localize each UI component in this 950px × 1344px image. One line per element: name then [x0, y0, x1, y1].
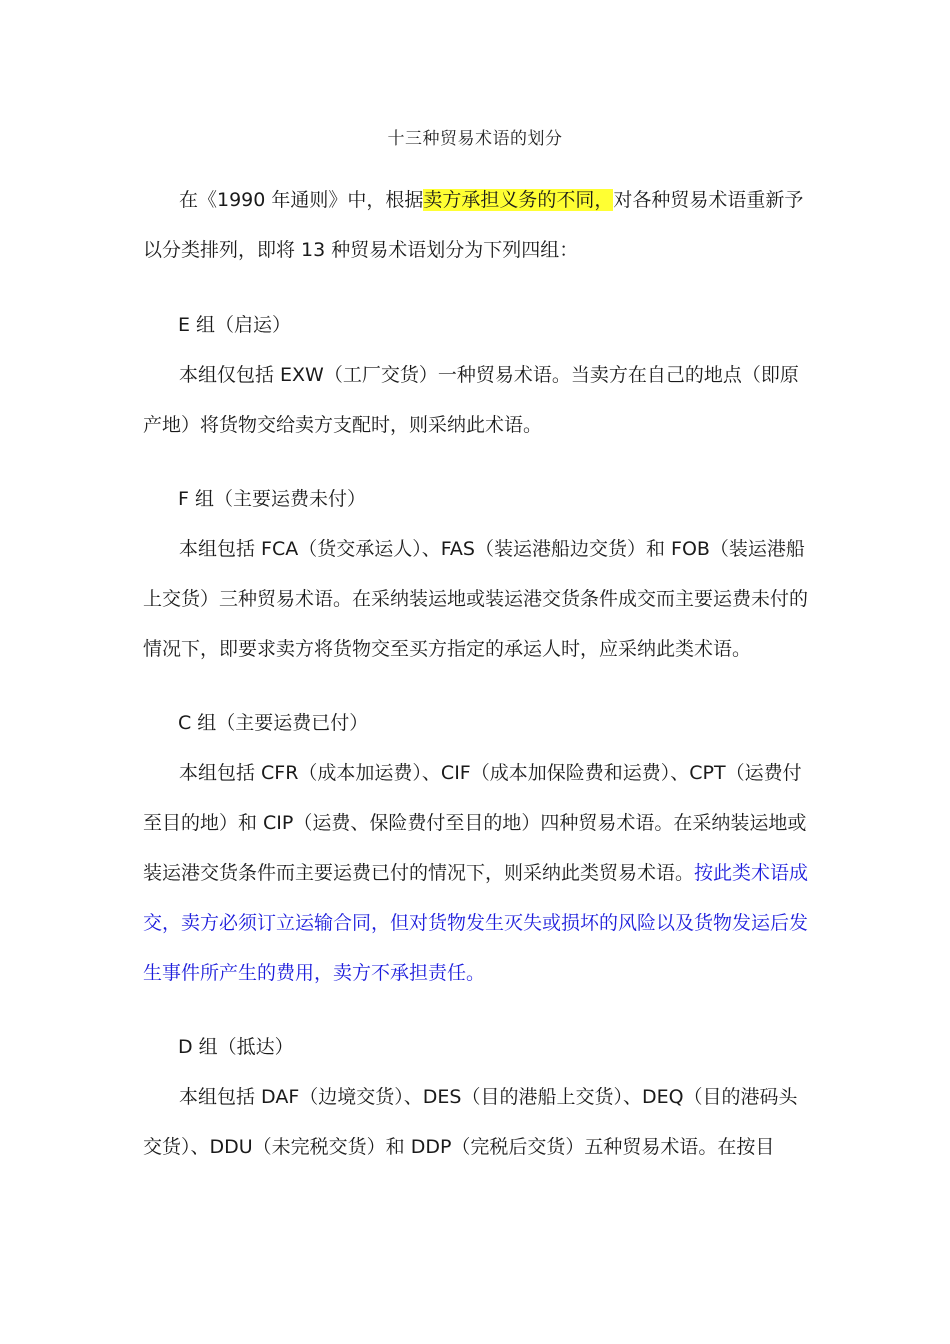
intro-text-before: 在《1990 年通则》中，根据 [179, 189, 424, 211]
group-c-body-text: 本组包括 CFR（成本加运费）、CIF（成本加保险费和运费）、CPT（运费付至目的地）和 CIP（运费、保险费付至目的地）四种贸易术语。在采纳装运地或装运港交货条件而主要运费已付的情况下，则采纳此类贸易术语。 [143, 762, 807, 884]
group-c-heading: C 组（主要运费已付） [178, 712, 369, 734]
group-d-heading: D 组（抵达） [178, 1036, 294, 1058]
group-d-body: 本组包括 DAF（边境交货）、DES（目的港船上交货）、DEQ（目的港码头交货）、DDU（未完税交货）和 DDP（完税后交货）五种贸易术语。在按目 [143, 1086, 798, 1158]
group-e-heading: E 组（启运） [178, 314, 292, 336]
highlighted-text: 卖方承担义务的不同， [423, 189, 614, 211]
group-f-heading: F 组（主要运费未付） [178, 488, 366, 510]
group-f-body: 本组包括 FCA（货交承运人）、FAS（装运港船边交货）和 FOB（装运港船上交货）三种贸易术语。在采纳装运地或装运港交货条件成交而主要运费未付的情况下，即要求卖方将货物交至买方指定的承运人时，应采纳此类术语。 [143, 538, 809, 660]
intro-text-after: 对各种贸易术语重新予以分类排列，即将 13 种贸易术语划分为下列四组： [143, 189, 804, 261]
intro-paragraph [143, 175, 811, 275]
group-e-body: 本组仅包括 EXW（工厂交货）一种贸易术语。当卖方在自己的地点（即原产地）将货物交给卖方支配时，则采纳此术语。 [143, 364, 799, 436]
page-title: 十三种贸易术语的划分 [387, 129, 563, 149]
group-c-body [143, 748, 811, 998]
group-c-blue-text: 按此类术语成交，卖方必须订立运输合同，但对货物发生灭失或损坏的风险以及货物发运后发生事件所产生的费用，卖方不承担责任。 [143, 862, 809, 984]
